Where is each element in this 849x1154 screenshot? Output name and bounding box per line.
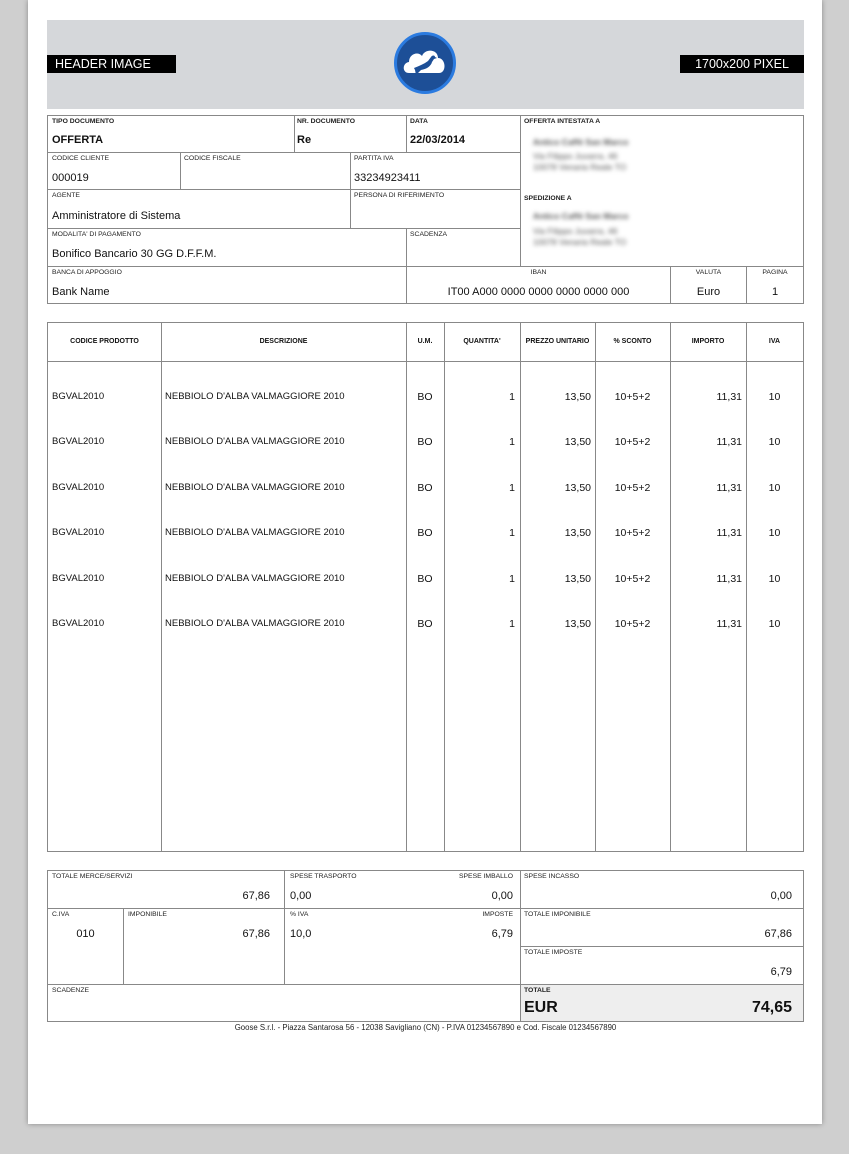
intestatario-name: Antico Caffè San Marco [533,137,629,147]
iban-cell [406,266,671,304]
cell-um: BO [417,482,433,494]
cell-codice: BGVAL2010 [52,391,105,402]
cell-prezzo: 13,50 [564,527,591,539]
spedizione-name: Antico Caffè San Marco [533,211,629,221]
header-size-label: 1700x200 PIXEL [680,55,804,73]
header-sconto: % SCONTO [613,338,652,345]
data-value: 22/03/2014 [410,134,466,146]
partita-iva-cell [350,152,521,190]
cell-prezzo: 13,50 [564,618,591,630]
cell-importo: 11,31 [716,618,742,630]
cell-importo: 11,31 [716,527,742,539]
cell-prezzo: 13,50 [564,436,591,448]
tipo-documento-value: OFFERTA [52,134,104,146]
spese-trasporto-label: SPESE TRASPORTO [290,873,357,880]
cell-quantita: 1 [509,527,515,539]
intestatario-city: 10078 Venaria Reale TO [533,162,627,172]
tipo-documento-cell [47,115,295,153]
goose-cloud-logo-icon [394,32,456,94]
agente-cell [47,189,351,229]
cell-iva: 10 [768,573,781,585]
valuta-value: Euro [696,286,721,298]
agente-value: Amministratore di Sistema [52,210,181,222]
header-descrizione: DESCRIZIONE [259,338,308,345]
cell-descrizione: NEBBIOLO D'ALBA VALMAGGIORE 2010 [165,436,345,447]
header-um: U.M. [417,338,433,345]
cell-um: BO [417,527,433,539]
totale-imposte-label: TOTALE IMPOSTE [524,949,583,956]
cell-sconto: 10+5+2 [614,618,651,630]
cell-um: BO [417,436,433,448]
pagina-label: PAGINA [762,269,788,276]
spese-imballo-label: SPESE IMBALLO [458,873,513,880]
codice-fiscale-label: CODICE FISCALE [184,155,241,162]
totale-cell [520,984,804,1022]
spese-incasso-label: SPESE INCASSO [524,873,580,880]
nr-documento-cell [294,115,407,153]
spese-trasporto-value: 0,00 [290,890,312,902]
header-quantita: QUANTITA' [463,338,501,345]
spedizione-city: 10078 Venaria Reale TO [533,237,627,247]
codice-fiscale-cell [180,152,351,190]
cell-codice: BGVAL2010 [52,436,105,447]
cell-sconto: 10+5+2 [614,391,651,403]
totale-imposte-cell [520,946,804,985]
cell-um: BO [417,573,433,585]
spese-incasso-value: 0,00 [770,890,792,902]
civa-value: 010 [76,928,95,940]
scadenza-label: SCADENZA [410,231,448,238]
cell-iva: 10 [768,618,781,630]
nr-documento-value: Re [297,134,312,146]
header-iva: IVA [768,338,781,345]
tipo-documento-label: TIPO DOCUMENTO [52,118,115,125]
products-table [47,322,804,852]
header-image-label: HEADER IMAGE [47,55,176,73]
spedizione-street: Via Filippo Juvarra, 46 [533,226,618,236]
pagamento-cell [47,228,407,267]
banca-cell [47,266,407,304]
persona-cell [350,189,521,229]
cell-sconto: 10+5+2 [614,436,651,448]
valuta-label: VALUTA [695,269,722,276]
cell-sconto: 10+5+2 [614,527,651,539]
cell-descrizione: NEBBIOLO D'ALBA VALMAGGIORE 2010 [165,618,345,629]
totale-merce-cell [47,870,285,909]
currency-value: EUR [524,999,558,1016]
agente-label: AGENTE [52,192,80,199]
codice-cliente-cell [47,152,181,190]
data-cell [406,115,521,153]
column-divider [520,323,521,851]
cell-descrizione: NEBBIOLO D'ALBA VALMAGGIORE 2010 [165,391,345,402]
offerta-intestata-label: OFFERTA INTESTATA A [524,118,601,125]
persona-label: PERSONA DI RIFERIMENTO [354,192,445,199]
cell-descrizione: NEBBIOLO D'ALBA VALMAGGIORE 2010 [165,482,345,493]
totale-merce-label: TOTALE MERCE/SERVIZI [52,873,133,880]
pagamento-value: Bonifico Bancario 30 GG D.F.F.M. [52,248,217,260]
cell-sconto: 10+5+2 [614,482,651,494]
cell-prezzo: 13,50 [564,482,591,494]
pagamento-label: MODALITA' DI PAGAMENTO [52,231,141,238]
header-codice-prodotto: CODICE PRODOTTO [70,338,139,345]
totale-imposte-value: 6,79 [770,966,792,978]
cell-importo: 11,31 [716,391,742,403]
civa-label: C.IVA [52,911,70,918]
imposte-label: IMPOSTE [482,911,513,918]
iva-cell [284,908,521,985]
spese-cell [284,870,521,909]
cell-um: BO [417,618,433,630]
scadenza-cell [406,228,521,267]
intestatario-cell [520,115,804,267]
scadenze-cell [47,984,521,1022]
imposte-value: 6,79 [491,928,513,940]
imponibile-label: IMPONIBILE [128,911,167,918]
codice-cliente-value: 000019 [52,172,89,184]
valuta-cell [670,266,747,304]
totale-label: TOTALE [524,987,551,994]
totale-value: 74,65 [751,999,792,1016]
cell-prezzo: 13,50 [564,573,591,585]
spese-incasso-cell [520,870,804,909]
cell-codice: BGVAL2010 [52,618,105,629]
banca-value: Bank Name [52,286,110,298]
cell-quantita: 1 [509,573,515,585]
banca-label: BANCA DI APPOGGIO [52,269,122,276]
intestatario-street: Via Filippo Juvarra, 46 [533,151,618,161]
partita-iva-label: PARTITA IVA [354,155,394,162]
spese-imballo-value: 0,00 [491,890,513,902]
partita-iva-value: 33234923411 [354,172,421,184]
header-image [47,20,804,109]
cell-quantita: 1 [509,482,515,494]
civa-cell [47,908,124,985]
perc-iva-value: 10,0 [290,928,312,940]
header-prezzo-unitario: PREZZO UNITARIO [525,338,590,345]
cell-descrizione: NEBBIOLO D'ALBA VALMAGGIORE 2010 [165,573,345,584]
footer-company-info: Goose S.r.l. - Piazza Santarosa 56 - 12038 Savigliano (CN) - P.IVA 01234567890 e Cod. Fiscale 01234567890 [234,1023,617,1032]
column-divider [670,323,671,851]
cell-codice: BGVAL2010 [52,482,105,493]
cell-importo: 11,31 [716,436,742,448]
imponibile-value: 67,86 [242,928,270,940]
cell-importo: 11,31 [716,573,742,585]
cell-sconto: 10+5+2 [614,573,651,585]
column-divider [161,323,162,851]
cell-codice: BGVAL2010 [52,527,105,538]
perc-iva-label: % IVA [290,911,309,918]
cell-codice: BGVAL2010 [52,573,105,584]
cell-um: BO [417,391,433,403]
pagina-cell [746,266,804,304]
cell-iva: 10 [768,436,781,448]
cell-importo: 11,31 [716,482,742,494]
nr-documento-label: NR. DOCUMENTO [297,118,356,125]
totale-merce-value: 67,86 [242,890,270,902]
data-label: DATA [410,118,428,125]
spedizione-label: SPEDIZIONE A [524,195,572,202]
totale-imponibile-label: TOTALE IMPONIBILE [524,911,591,918]
scadenze-label: SCADENZE [52,987,90,994]
iban-label: IBAN [530,269,547,276]
iban-value: IT00 A000 0000 0000 0000 0000 000 [447,286,630,298]
column-divider [444,323,445,851]
totale-imponibile-cell [520,908,804,947]
cell-quantita: 1 [509,391,515,403]
codice-cliente-label: CODICE CLIENTE [52,155,110,162]
cell-descrizione: NEBBIOLO D'ALBA VALMAGGIORE 2010 [165,527,345,538]
cell-iva: 10 [768,527,781,539]
pagina-value: 1 [771,286,779,298]
cell-quantita: 1 [509,618,515,630]
cell-iva: 10 [768,482,781,494]
totale-imponibile-value: 67,86 [764,928,792,940]
imponibile-cell [123,908,285,985]
header-importo: IMPORTO [691,338,725,345]
cell-quantita: 1 [509,436,515,448]
cell-prezzo: 13,50 [564,391,591,403]
cell-iva: 10 [768,391,781,403]
